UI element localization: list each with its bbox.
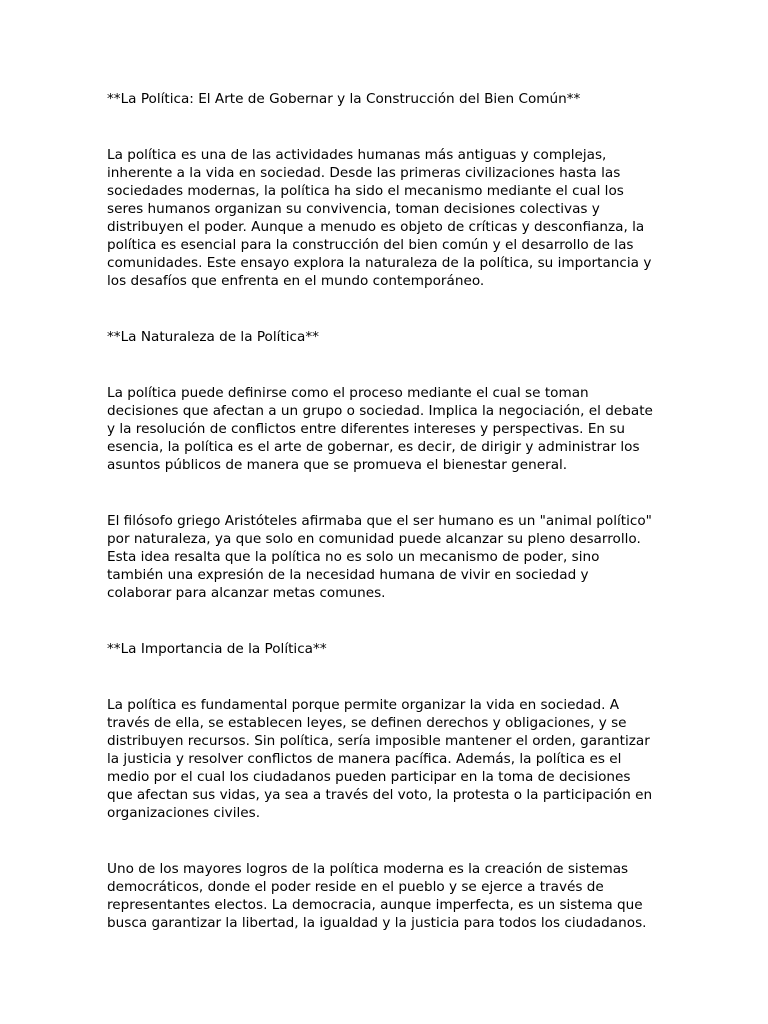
text-line: la justicia y resolver conflictos de manera pacífica. Además, la política es el (107, 751, 622, 767)
section-heading-naturaleza (107, 328, 667, 346)
importancia-paragraph-2 (107, 860, 667, 932)
text-line: Uno de los mayores logros de la política moderna es la creación de sistemas (107, 861, 629, 877)
naturaleza-paragraph-2 (107, 512, 667, 602)
text-line: decisiones que afectan a un grupo o sociedad. Implica la negociación, el debate (107, 403, 653, 419)
section-heading-importancia (107, 640, 667, 658)
text-line: distribuyen el poder. Aunque a menudo es objeto de críticas y desconfianza, la (107, 219, 645, 235)
naturaleza-paragraph-1 (107, 384, 667, 474)
text-line: política es esencial para la construcción del bien común y el desarrollo de las (107, 237, 634, 253)
text-line: La política es una de las actividades humanas más antiguas y complejas, (107, 147, 607, 163)
text-line: distribuyen recursos. Sin política, sería imposible mantener el orden, garantizar (107, 733, 650, 749)
heading-line: **La Importancia de la Política** (107, 641, 327, 657)
text-line: través de ella, se establecen leyes, se definen derechos y obligaciones, y se (107, 715, 627, 731)
text-line: busca garantizar la libertad, la igualdad y la justicia para todos los ciudadanos. (107, 915, 647, 931)
text-line: inherente a la vida en sociedad. Desde las primeras civilizaciones hasta las (107, 165, 621, 181)
importancia-paragraph-1 (107, 696, 667, 822)
text-line: seres humanos organizan su convivencia, toman decisiones colectivas y (107, 201, 600, 217)
text-line: representantes electos. La democracia, aunque imperfecta, es un sistema que (107, 897, 643, 913)
text-line: sociedades modernas, la política ha sido el mecanismo mediante el cual los (107, 183, 624, 199)
text-line: La política puede definirse como el proceso mediante el cual se toman (107, 385, 589, 401)
heading-line: **La Naturaleza de la Política** (107, 329, 319, 345)
text-line: y la resolución de conflictos entre diferentes intereses y perspectivas. En su (107, 421, 626, 437)
text-line: El filósofo griego Aristóteles afirmaba que el ser humano es un "animal político" (107, 513, 652, 529)
text-line: también una expresión de la necesidad humana de vivir en sociedad y (107, 567, 589, 583)
text-line: organizaciones civiles. (107, 805, 261, 821)
text-line: Esta idea resalta que la política no es solo un mecanismo de poder, sino (107, 549, 600, 565)
text-line: colaborar para alcanzar metas comunes. (107, 585, 386, 601)
document-page (107, 90, 667, 932)
intro-paragraph (107, 146, 667, 290)
text-line: asuntos públicos de manera que se promueva el bienestar general. (107, 457, 568, 473)
text-line: que afectan sus vidas, ya sea a través del voto, la protesta o la participación en (107, 787, 653, 803)
text-line: comunidades. Este ensayo explora la naturaleza de la política, su importancia y (107, 255, 652, 271)
text-line: esencia, la política es el arte de gobernar, es decir, de dirigir y administrar los (107, 439, 640, 455)
text-line: democráticos, donde el poder reside en el pueblo y se ejerce a través de (107, 879, 604, 895)
text-line: los desafíos que enfrenta en el mundo contemporáneo. (107, 273, 485, 289)
text-line: por naturaleza, ya que solo en comunidad puede alcanzar su pleno desarrollo. (107, 531, 641, 547)
document-title (107, 90, 667, 108)
text-line: medio por el cual los ciudadanos pueden participar en la toma de decisiones (107, 769, 631, 785)
title-line: **La Política: El Arte de Gobernar y la Construcción del Bien Común** (107, 91, 581, 107)
text-line: La política es fundamental porque permite organizar la vida en sociedad. A (107, 697, 620, 713)
